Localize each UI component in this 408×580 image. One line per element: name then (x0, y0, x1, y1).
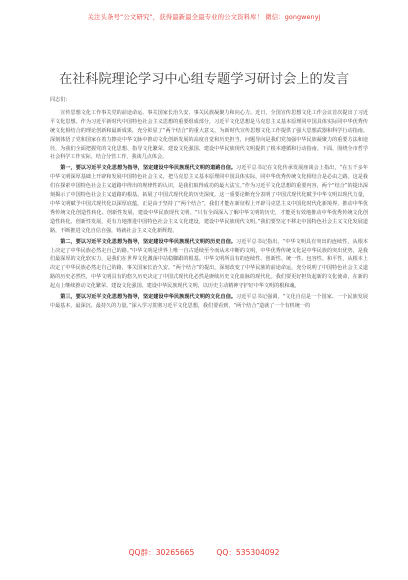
paragraph-text: 习近平总书记指出，“中华文明具有突出的连续性，从根本上决定了中华民族必然走自己的路。”中华文明是世界上唯一自古延续至今而从未中断的文明，中华优秀传统文化是中华民族的突出优势，是我们最深厚的文化软实力，是我们在世界文化激荡中站稳脚跟的根基。中华文明所具有的连续性、创新性、统一性、包容性、和平性，从根本上决定了中华民族必然走自己的路，事关国家长治久安。“两个结合”的提出，深刻改变了中华民族的前途命运，充分说明了中国特色社会主义道路的历史必然性，中华文明具有的悠久历史决定了中国式现代化必然是赓续历史文化血脉的现代化。我们要更好担负起新的文化使命，在新的起点上继续推动文化繁荣、建设文化强国、建设中华民族现代文明，以历史主动精神守护好中华文明的根和魂。 (50, 238, 368, 290)
salutation: 同志们： (50, 97, 71, 103)
paragraph-text: 习近平总书记强调，“文化自信是一个国家、一个民族发展中最基本、最深沉、最持久的力量。”深入学习贯彻习近平文化思想，我们要看到，“两个结合”造就了一个有机统一的 (50, 294, 368, 309)
paragraph-heading: 第一，要以习近平文化思想为指导，坚定建设中华民族现代文明的道路自信。 (60, 165, 237, 172)
paragraph-third (50, 293, 368, 311)
paragraph-text: 宣传思想文化工作事关党的前途命运、事关国家长治久安、事关民族凝聚力和向心力。近日，全国宣传思想文化工作会议首次提出了习近平文化思想。作为习近平新时代中国特色社会主义思想的重要组成部分，习近平文化思想是马克思主义基本原理同中国具体实际同中华优秀传统文化相结合的理论创新和最新成果，充分彰显了“两个结合”的重大意义，为新时代宣传思想文化工作提供了强大思想武器和科学行动指南。深刻体悟了党和国家在着力擦亮中华文脉中推动文化创新发展的高度自觉和历史担当，问题导向是我们党加强中华民族凝聚力的重要方法和途径，为我们全面把握党的文化思想、指导文化繁荣、建设文化强国、建设中华民族现代文明提供了根本遵循和行动指南。下面，围绕全市哲学社会科学工作实际，结合分管工作，我谈几点体会。 (50, 109, 368, 161)
footer-contact (0, 547, 408, 558)
top-banner: 关注头条号“公文研究”，获得最新最全最专业的公文资料库！ 微信：gongwenyj (87, 13, 321, 21)
paragraph-intro (50, 109, 368, 162)
article-body (50, 96, 368, 311)
document-title: 在社科院理论学习中心组专题学习研讨会上的发言 (58, 72, 350, 87)
paragraph-second (50, 238, 368, 291)
paragraph-first (50, 164, 368, 235)
footer-qq: QQ：535304092 (216, 548, 280, 557)
paragraph-heading: 第二，要以习近平文化思想为指导，坚定建设中华民族现代文明的历史自信。 (60, 238, 237, 245)
paragraph-text: 习近平总书记在文化传承发展座谈会上指出，“在五千多年中华文明深厚基础上开辟和发展中国特色社会主义，把马克思主义基本原理同中国具体实际、同中华优秀传统文化相结合是必由之路。这是我们在探索中国特色社会主义道路中得出的规律性的认识，是我们取得成功的最大法宝。”作为习近平文化思想的重要内容，两个“结合”的提出深刻揭示了中国特色社会主义道路的根基，拓展了中国式现代化的历史深度。这一重要论断充分表明了中国式现代化赋予中华文明以现代力量，中华文明赋予中国式现代化以深厚底蕴，正是由于坚持了“两个结合”，我们才能在新征程上开辟马克思主义中国化时代化新境界，推动中华优秀传统文化创造性转化、创新性发展，建设中华民族现代文明。“只有全面深入了解中华文明的历史，才能更有效地推动中华优秀传统文化创造性转化、创新性发展，更有力地推进中国特色社会主义文化建设，建设中华民族现代文明。”我们要坚定不移走中国特色社会主义文化发展道路，不断推进文化自信自强，铸就社会主义文化新辉煌。 (50, 165, 368, 234)
paragraph-heading: 第三，要以习近平文化思想为指导，坚定建设中华民族现代文明的文化自信。 (60, 294, 237, 301)
footer-qq-group: QQ群：30265665 (128, 548, 195, 557)
